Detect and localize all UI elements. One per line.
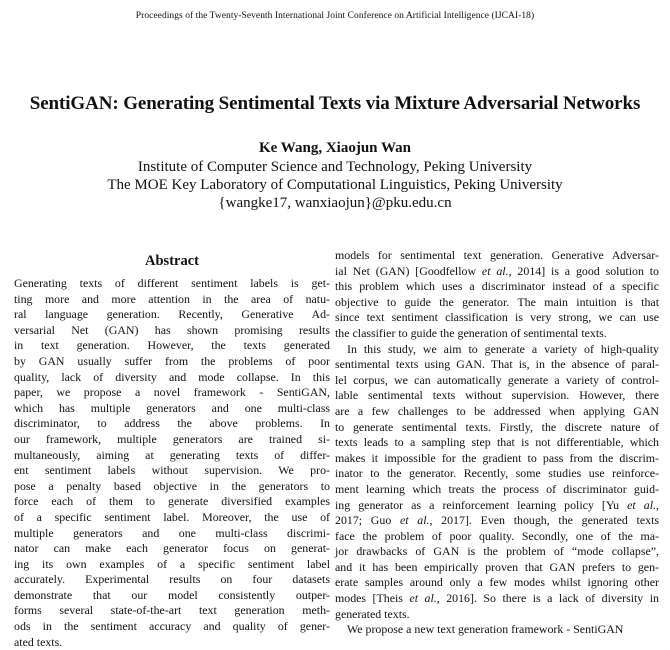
paper-title: SentiGAN: Generating Sentimental Texts via Mixture Adversarial Networks xyxy=(29,93,641,114)
author-email: {wangke17, wanxiaojun}@pku.edu.cn xyxy=(218,195,452,211)
abstract-line: our framework, multiple generators are trained si- xyxy=(14,431,330,446)
abstract-line: ated texts. xyxy=(14,634,63,649)
intro-line: the classifier to guide the generation of sentimental texts. xyxy=(335,325,607,340)
abstract-line: quality, lack of diversity and mode collapse. In this xyxy=(14,369,330,384)
author-names: Ke Wang, Xiaojun Wan xyxy=(259,140,411,156)
intro-line: lel corpus, we can automatically generate a variety of control- xyxy=(335,372,659,387)
abstract-line: of a specific sentiment label. Moreover, the use of xyxy=(14,509,330,524)
abstract-line: versarial Net (GAN) has shown promising results xyxy=(14,322,330,337)
intro-paragraph-1 xyxy=(335,248,659,342)
abstract-line: multiple generators and one multi-class discrimi- xyxy=(14,525,330,540)
intro-line: ial Net (GAN) [Goodfellow et al., 2014] is a good solution to xyxy=(335,263,660,278)
right-column xyxy=(335,248,659,638)
intro-line: and it has been empirically proven that GAN prefers to gen- xyxy=(335,559,659,574)
abstract-line: force each of them to generate diversified examples xyxy=(14,494,330,509)
intro-line: jor drawbacks of GAN is the problem of “mode collapse”, xyxy=(335,544,659,559)
abstract-line: forms several state-of-the-art text generation meth- xyxy=(14,603,330,618)
intro-line: texts leads to a sampling step that is not differentiable, which xyxy=(335,435,659,450)
abstract-line: accurately. Experimental results on four datasets xyxy=(14,572,330,587)
intro-line: this problem which uses a discriminator instead of a specific xyxy=(335,279,659,294)
affiliation-1: Institute of Computer Science and Technology, Peking University xyxy=(137,159,533,175)
intro-line: are a few challenges to be addressed when applying GAN xyxy=(335,403,659,418)
intro-line: generated texts. xyxy=(335,606,410,621)
abstract-line: ing its own examples of a specific sentiment label xyxy=(14,556,330,571)
intro-line: We propose a new text generation framework - SentiGAN xyxy=(347,622,624,637)
abstract-line: ting more and more attention in the area of natu- xyxy=(14,291,330,306)
intro-paragraph-3 xyxy=(335,622,659,638)
abstract-line: pose a penalty based objective in the generators to xyxy=(14,478,330,493)
intro-line: models for sentimental text generation. Generative Adversar- xyxy=(335,248,659,262)
abstract-line: discriminator, to address the above problems. In xyxy=(14,416,330,431)
abstract-line: Generating texts of different sentiment labels is get- xyxy=(14,276,330,290)
affiliation-2: The MOE Key Laboratory of Computational Linguistics, Peking University xyxy=(107,177,563,193)
abstract-line: multaneously, aiming at generating texts of differ- xyxy=(14,447,330,462)
abstract-line: by GAN usually suffer from the problems of poor xyxy=(14,353,330,368)
intro-line: sentimental texts using GAN. That is, in the absence of paral- xyxy=(335,357,659,372)
intro-line: lable sentimental texts without supervision. However, there xyxy=(335,388,659,403)
intro-line: ment learning which treats the process of discriminator guid- xyxy=(335,481,659,496)
left-column xyxy=(14,253,330,650)
abstract-line: ent sentiment labels without supervision. We pro- xyxy=(14,463,330,478)
intro-paragraph-2 xyxy=(335,342,659,623)
intro-line: makes it impossible for the gradient to pass from the discrim- xyxy=(335,450,659,465)
intro-line: face the problem of poor quality. Secondly, one of the ma- xyxy=(335,528,659,543)
abstract-line: in text generation. However, the texts generated xyxy=(14,338,330,353)
intro-line: erate samples around only a few modes whilst ignoring other xyxy=(335,575,659,590)
intro-line: objective to guide the generator. The main intuition is that xyxy=(335,294,659,309)
abstract-body xyxy=(14,276,330,650)
abstract-line: nator can make each generator focus on generat- xyxy=(14,541,330,556)
intro-line: In this study, we aim to generate a variety of high-quality xyxy=(347,341,659,356)
abstract-line: demonstrate that our model consistently outper- xyxy=(14,587,330,602)
intro-line: 2017; Guo et al., 2017]. Even though, the generated texts xyxy=(335,513,659,528)
proceedings-header: Proceedings of the Twenty-Seventh International Joint Conference on Artificial Intelligence (IJCAI-18) xyxy=(135,11,535,21)
intro-line: modes [Theis et al., 2016]. So there is a lack of diversity in xyxy=(335,591,659,606)
intro-line: since text sentiment classification is very strong, we can use xyxy=(335,310,659,325)
abstract-line: paper, we propose a novel framework - SentiGAN, xyxy=(14,385,330,400)
abstract-line: ods in the sentiment accuracy and quality of gener- xyxy=(14,619,330,634)
abstract-heading: Abstract xyxy=(145,253,199,269)
intro-line: inator to the generator. Recently, some studies use reinforce- xyxy=(335,466,659,481)
intro-line: ing generator as a reinforcement learning policy [Yu et al., xyxy=(335,497,659,512)
abstract-line: ral language generation. Recently, Generative Ad- xyxy=(14,307,330,322)
abstract-line: which has multiple generators and one multi-class xyxy=(14,400,330,415)
intro-line: to generate sentimental texts. Firstly, the discrete nature of xyxy=(335,419,659,434)
